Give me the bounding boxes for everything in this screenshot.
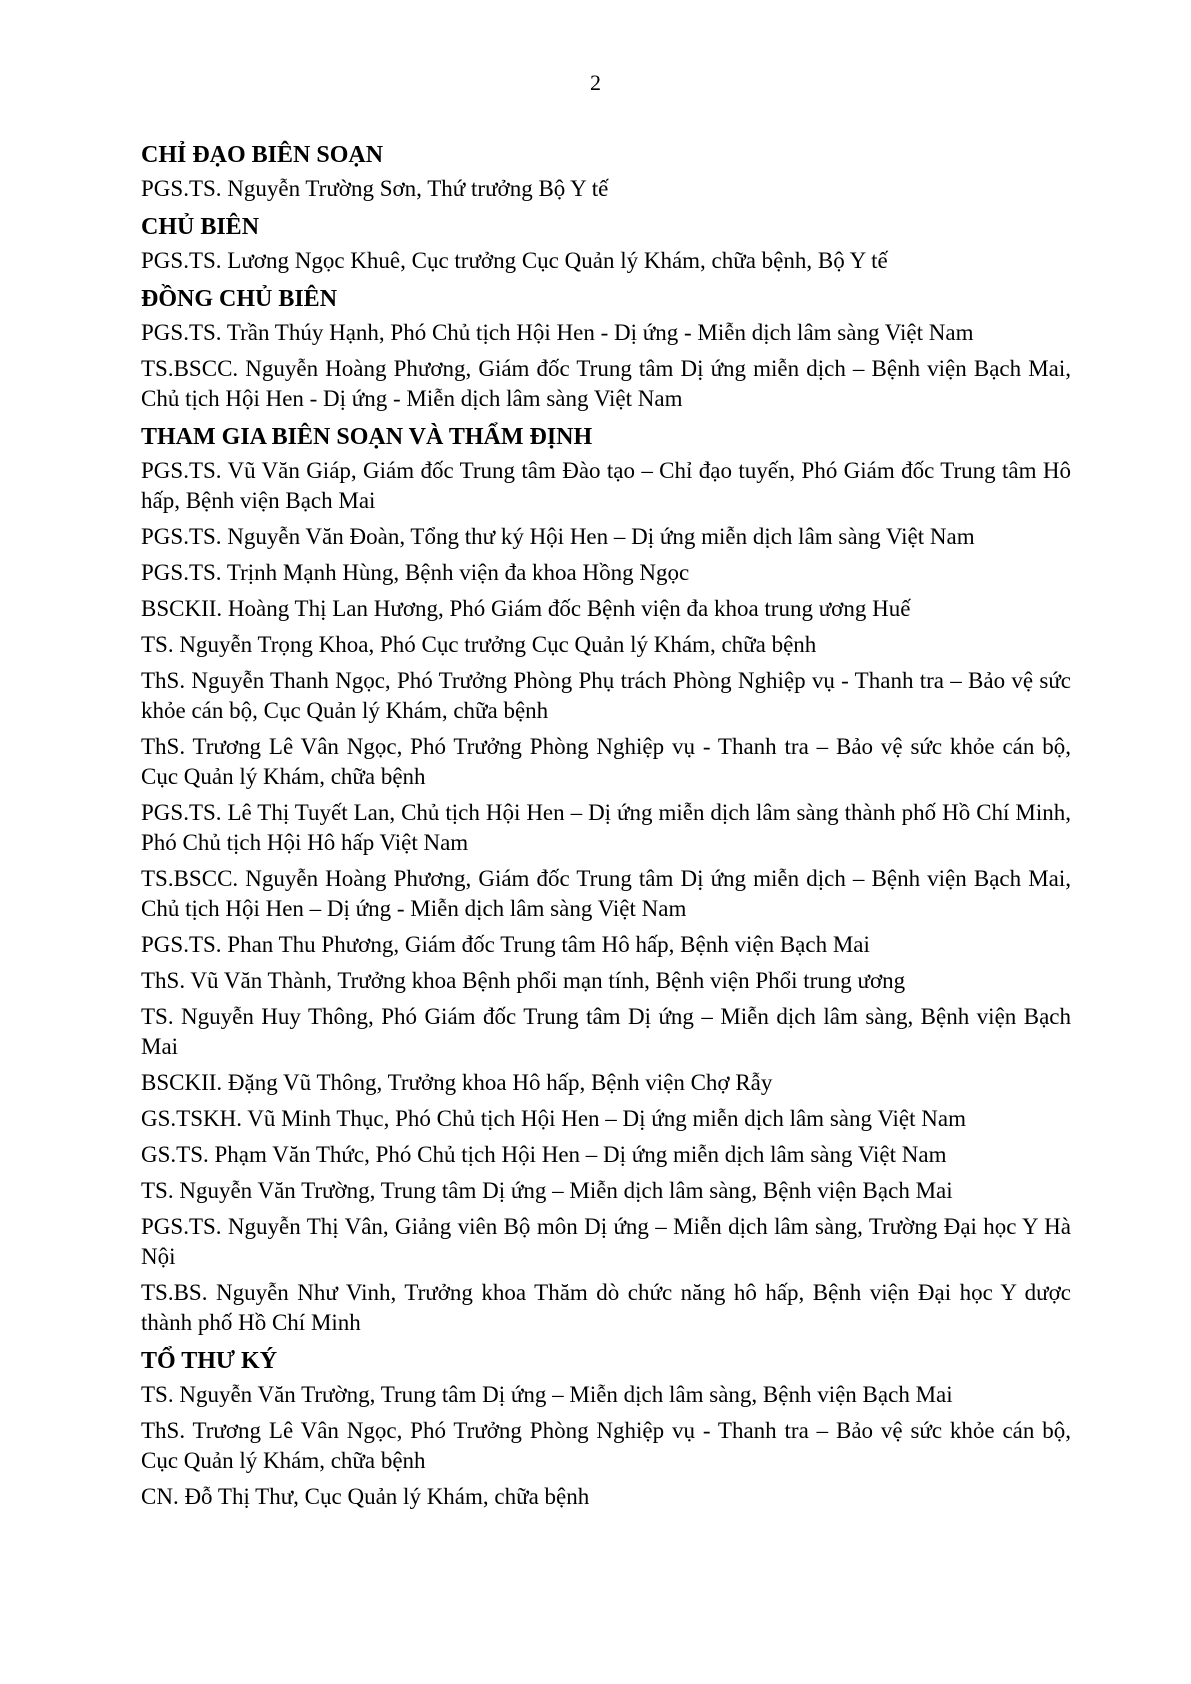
section-heading: TỔ THƯ KÝ	[141, 1348, 278, 1374]
credit-entry: BSCKII. Đặng Vũ Thông, Trưởng khoa Hô hấp, Bệnh viện Chợ Rẫy	[141, 1070, 773, 1095]
section-heading: CHỦ BIÊN	[141, 214, 260, 240]
credit-entry: TS.BSCC. Nguyễn Hoàng Phương, Giám đốc Trung tâm Dị ứng miễn dịch – Bệnh viện Bạch Mai, Chủ tịch Hội Hen – Dị ứng - Miễn dịch lâm sàng Việt Nam	[141, 866, 1071, 921]
credit-entry: PGS.TS. Nguyễn Thị Vân, Giảng viên Bộ môn Dị ứng – Miễn dịch lâm sàng, Trường Đại học Y Hà Nội	[141, 1214, 1071, 1269]
section-direction	[141, 138, 1071, 204]
credit-entry: GS.TS. Phạm Văn Thức, Phó Chủ tịch Hội Hen – Dị ứng miễn dịch lâm sàng Việt Nam	[141, 1142, 947, 1167]
section-secretariat	[141, 1344, 1071, 1512]
credit-entry: PGS.TS. Phan Thu Phương, Giám đốc Trung tâm Hô hấp, Bệnh viện Bạch Mai	[141, 932, 870, 957]
credit-entry: PGS.TS. Trần Thúy Hạnh, Phó Chủ tịch Hội Hen - Dị ứng - Miễn dịch lâm sàng Việt Nam	[141, 320, 974, 345]
section-editor-in-chief	[141, 210, 1071, 276]
credit-entry: PGS.TS. Lê Thị Tuyết Lan, Chủ tịch Hội Hen – Dị ứng miễn dịch lâm sàng thành phố Hồ Chí Minh, Phó Chủ tịch Hội Hô hấp Việt Nam	[141, 800, 1071, 855]
credit-entry: CN. Đỗ Thị Thư, Cục Quản lý Khám, chữa bệnh	[141, 1484, 590, 1509]
credit-entry: BSCKII. Hoàng Thị Lan Hương, Phó Giám đốc Bệnh viện đa khoa trung ương Huế	[141, 596, 911, 621]
credit-entry: PGS.TS. Vũ Văn Giáp, Giám đốc Trung tâm Đào tạo – Chỉ đạo tuyến, Phó Giám đốc Trung tâm Hô hấp, Bệnh viện Bạch Mai	[141, 458, 1071, 513]
credit-entry: GS.TSKH. Vũ Minh Thục, Phó Chủ tịch Hội Hen – Dị ứng miễn dịch lâm sàng Việt Nam	[141, 1106, 966, 1131]
credit-entry: ThS. Trương Lê Vân Ngọc, Phó Trưởng Phòng Nghiệp vụ - Thanh tra – Bảo vệ sức khỏe cán bộ, Cục Quản lý Khám, chữa bệnh	[141, 1418, 1071, 1473]
credit-entry: PGS.TS. Trịnh Mạnh Hùng, Bệnh viện đa khoa Hồng Ngọc	[141, 560, 690, 585]
credit-entry: TS.BSCC. Nguyễn Hoàng Phương, Giám đốc Trung tâm Dị ứng miễn dịch – Bệnh viện Bạch Mai, Chủ tịch Hội Hen - Dị ứng - Miễn dịch lâm sàng Việt Nam	[141, 356, 1071, 411]
credit-entry: PGS.TS. Nguyễn Trường Sơn, Thứ trưởng Bộ Y tế	[141, 176, 609, 201]
page-number: 2	[590, 70, 601, 95]
credit-entry: TS.BS. Nguyễn Như Vinh, Trưởng khoa Thăm dò chức năng hô hấp, Bệnh viện Đại học Y dược thành phố Hồ Chí Minh	[141, 1280, 1071, 1335]
section-heading: ĐỒNG CHỦ BIÊN	[141, 286, 338, 312]
credit-entry: ThS. Trương Lê Vân Ngọc, Phó Trưởng Phòng Nghiệp vụ - Thanh tra – Bảo vệ sức khỏe cán bộ, Cục Quản lý Khám, chữa bệnh	[141, 734, 1071, 789]
credit-entry: ThS. Nguyễn Thanh Ngọc, Phó Trưởng Phòng Phụ trách Phòng Nghiệp vụ - Thanh tra – Bảo vệ sức khỏe cán bộ, Cục Quản lý Khám, chữa bệnh	[141, 668, 1071, 723]
section-heading: CHỈ ĐẠO BIÊN SOẠN	[141, 142, 384, 168]
credit-entry: PGS.TS. Nguyễn Văn Đoàn, Tổng thư ký Hội Hen – Dị ứng miễn dịch lâm sàng Việt Nam	[141, 524, 975, 549]
section-contributors	[141, 420, 1071, 1338]
section-co-editors	[141, 282, 1071, 414]
credit-entry: TS. Nguyễn Huy Thông, Phó Giám đốc Trung tâm Dị ứng – Miễn dịch lâm sàng, Bệnh viện Bạch Mai	[141, 1004, 1071, 1059]
credit-entry: PGS.TS. Lương Ngọc Khuê, Cục trưởng Cục Quản lý Khám, chữa bệnh, Bộ Y tế	[141, 248, 888, 273]
credit-entry: TS. Nguyễn Trọng Khoa, Phó Cục trưởng Cục Quản lý Khám, chữa bệnh	[141, 632, 817, 657]
document-body	[141, 138, 1071, 1518]
credit-entry: TS. Nguyễn Văn Trường, Trung tâm Dị ứng – Miễn dịch lâm sàng, Bệnh viện Bạch Mai	[141, 1382, 953, 1407]
credit-entry: TS. Nguyễn Văn Trường, Trung tâm Dị ứng – Miễn dịch lâm sàng, Bệnh viện Bạch Mai	[141, 1178, 953, 1203]
credit-entry: ThS. Vũ Văn Thành, Trưởng khoa Bệnh phổi mạn tính, Bệnh viện Phổi trung ương	[141, 968, 906, 993]
section-heading: THAM GIA BIÊN SOẠN VÀ THẨM ĐỊNH	[141, 424, 593, 450]
